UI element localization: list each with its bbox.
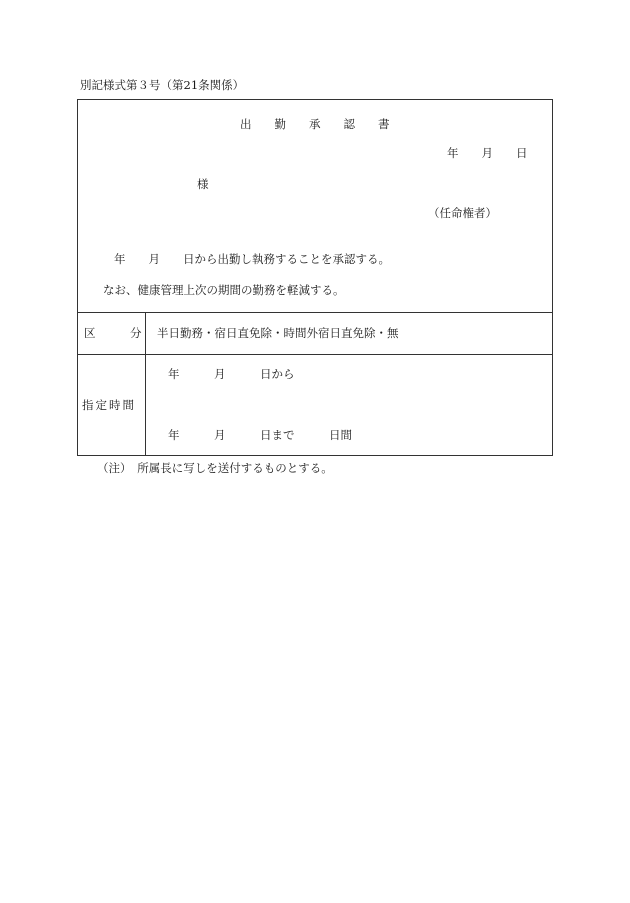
divider-period [77,354,553,355]
period-label: 指定時間 [82,398,136,412]
document-title: 出 勤 承 認 書 [240,117,390,131]
form-reference: 別記様式第３号（第21条関係） [80,78,245,92]
addressee-suffix: 様 [197,177,209,191]
reduction-statement: なお、健康管理上次の期間の勤務を軽減する。 [103,283,345,297]
period-to: 年 月 日まで 日間 [168,428,352,442]
category-label: 区 分 [84,326,142,340]
footnote: （注） 所属長に写しを送付するものとする。 [97,461,333,475]
period-from: 年 月 日から [168,367,295,381]
label-column-divider [145,312,146,456]
appointing-authority: （任命権者） [428,206,497,220]
date-line: 年 月 日 [447,146,528,160]
divider-category [77,312,553,313]
category-options: 半日勤務・宿日直免除・時間外宿日直免除・無 [157,326,399,340]
approval-statement: 年 月 日から出勤し執務することを承認する。 [114,252,390,266]
